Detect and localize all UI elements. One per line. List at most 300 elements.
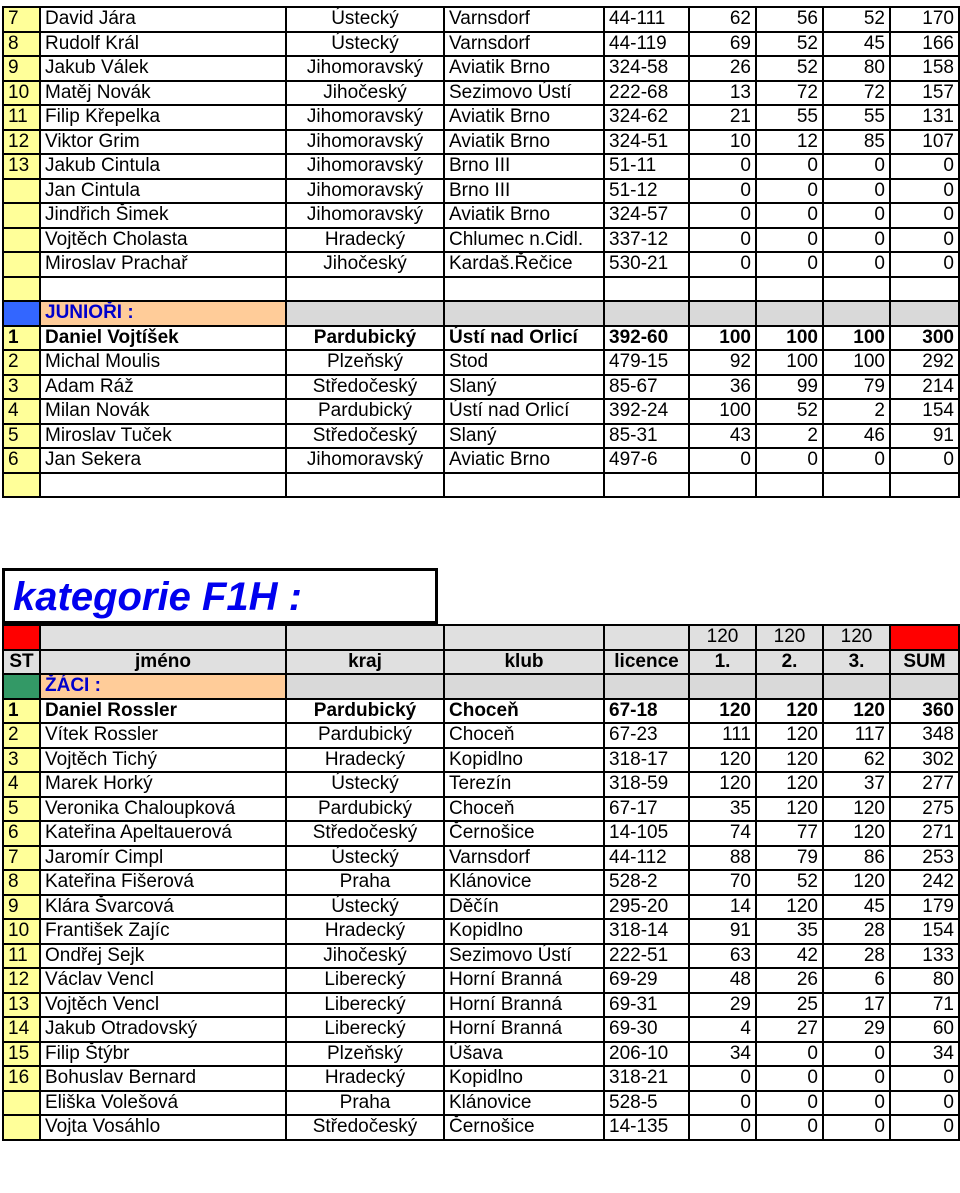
max-points-cell: 120 <box>689 625 756 650</box>
license-cell: 530-21 <box>604 252 689 277</box>
table-row <box>3 1017 959 1042</box>
sum-cell: 157 <box>890 81 959 106</box>
sum-cell: 0 <box>890 1091 959 1116</box>
category-title: kategorie F1H : <box>13 575 302 619</box>
club-cell: Slaný <box>444 424 604 449</box>
club-cell: Klánovice <box>444 870 604 895</box>
table-row <box>3 350 959 375</box>
region-cell: Pardubický <box>286 326 444 351</box>
region-cell: Praha <box>286 870 444 895</box>
max-points-row <box>3 625 959 650</box>
blank-row <box>3 473 959 498</box>
table-row <box>3 130 959 155</box>
license-cell: 44-111 <box>604 7 689 32</box>
max-points-cell: 120 <box>823 625 890 650</box>
round3-cell: 100 <box>823 326 890 351</box>
table-row <box>3 424 959 449</box>
club-cell: Aviatik Brno <box>444 56 604 81</box>
name-cell: Miroslav Tuček <box>40 424 286 449</box>
license-cell: 85-67 <box>604 375 689 400</box>
rank-cell: 12 <box>3 130 40 155</box>
round3-cell: 46 <box>823 424 890 449</box>
region-cell: Jihočeský <box>286 81 444 106</box>
name-cell: Vojtěch Tichý <box>40 748 286 773</box>
table-row <box>3 797 959 822</box>
empty-cell <box>823 674 890 699</box>
round2-cell: 0 <box>756 1066 823 1091</box>
round3-cell: 2 <box>823 399 890 424</box>
section-label-zaci: ŽÁCI : <box>40 674 286 699</box>
club-cell: Sezimovo Ústí <box>444 81 604 106</box>
table-row <box>3 993 959 1018</box>
sum-cell: 154 <box>890 399 959 424</box>
name-cell: Matěj Novák <box>40 81 286 106</box>
round2-cell: 72 <box>756 81 823 106</box>
rank-cell: 13 <box>3 154 40 179</box>
sum-cell: 214 <box>890 375 959 400</box>
empty-cell <box>756 277 823 302</box>
empty-cell <box>890 473 959 498</box>
license-cell: 69-30 <box>604 1017 689 1042</box>
club-cell: Kopidlno <box>444 748 604 773</box>
round3-cell: 120 <box>823 870 890 895</box>
category-title-box <box>2 568 438 624</box>
sum-cell: 158 <box>890 56 959 81</box>
rank-cell <box>3 252 40 277</box>
rank-cell <box>3 203 40 228</box>
sum-cell: 0 <box>890 1066 959 1091</box>
license-cell: 222-68 <box>604 81 689 106</box>
table-row <box>3 32 959 57</box>
round2-cell: 35 <box>756 919 823 944</box>
region-cell: Hradecký <box>286 1066 444 1091</box>
results-table-top <box>2 6 960 498</box>
name-cell: Eliška Volešová <box>40 1091 286 1116</box>
name-cell: Kateřina Apeltauerová <box>40 821 286 846</box>
empty-cell <box>444 674 604 699</box>
table-row <box>3 326 959 351</box>
table-row <box>3 1042 959 1067</box>
rank-cell: 15 <box>3 1042 40 1067</box>
header-round1: 1. <box>689 650 756 675</box>
sum-cell: 80 <box>890 968 959 993</box>
club-cell: Choceň <box>444 699 604 724</box>
region-cell: Jihomoravský <box>286 179 444 204</box>
section-label-row <box>3 674 959 699</box>
round3-cell: 0 <box>823 203 890 228</box>
rank-cell <box>3 1115 40 1140</box>
sum-cell: 300 <box>890 326 959 351</box>
empty-cell <box>604 625 689 650</box>
region-cell: Ústecký <box>286 846 444 871</box>
name-cell: Jakub Otradovský <box>40 1017 286 1042</box>
empty-cell <box>604 473 689 498</box>
sum-cell: 275 <box>890 797 959 822</box>
round2-cell: 52 <box>756 56 823 81</box>
empty-cell <box>286 625 444 650</box>
header-round2: 2. <box>756 650 823 675</box>
round1-cell: 48 <box>689 968 756 993</box>
round2-cell: 99 <box>756 375 823 400</box>
club-cell: Kopidlno <box>444 1066 604 1091</box>
table-row <box>3 154 959 179</box>
section-marker <box>3 674 40 699</box>
round2-cell: 0 <box>756 252 823 277</box>
rank-cell: 8 <box>3 32 40 57</box>
rank-cell: 16 <box>3 1066 40 1091</box>
round2-cell: 0 <box>756 228 823 253</box>
sum-cell: 133 <box>890 944 959 969</box>
rank-cell: 9 <box>3 895 40 920</box>
club-cell: Varnsdorf <box>444 846 604 871</box>
round3-cell: 45 <box>823 895 890 920</box>
round1-cell: 0 <box>689 1115 756 1140</box>
sum-cell: 170 <box>890 7 959 32</box>
round2-cell: 55 <box>756 105 823 130</box>
round3-cell: 0 <box>823 448 890 473</box>
round2-cell: 120 <box>756 699 823 724</box>
license-cell: 528-2 <box>604 870 689 895</box>
rank-cell: 10 <box>3 81 40 106</box>
empty-cell <box>604 277 689 302</box>
rank-cell: 9 <box>3 56 40 81</box>
table-row <box>3 399 959 424</box>
region-cell: Jihomoravský <box>286 154 444 179</box>
license-cell: 318-21 <box>604 1066 689 1091</box>
license-cell: 51-11 <box>604 154 689 179</box>
table-row <box>3 448 959 473</box>
sum-cell: 154 <box>890 919 959 944</box>
club-cell: Terezín <box>444 772 604 797</box>
empty-cell <box>286 277 444 302</box>
club-cell: Aviatik Brno <box>444 130 604 155</box>
table-row <box>3 56 959 81</box>
club-cell: Úšava <box>444 1042 604 1067</box>
license-cell: 51-12 <box>604 179 689 204</box>
club-cell: Horní Branná <box>444 968 604 993</box>
round2-cell: 120 <box>756 748 823 773</box>
round1-cell: 0 <box>689 252 756 277</box>
region-cell: Hradecký <box>286 228 444 253</box>
region-cell: Jihomoravský <box>286 56 444 81</box>
round1-cell: 29 <box>689 993 756 1018</box>
round3-cell: 120 <box>823 699 890 724</box>
table-row <box>3 1115 959 1140</box>
table-row <box>3 375 959 400</box>
table-row <box>3 772 959 797</box>
name-cell: Milan Novák <box>40 399 286 424</box>
round2-cell: 0 <box>756 448 823 473</box>
region-cell: Středočeský <box>286 821 444 846</box>
round1-cell: 62 <box>689 7 756 32</box>
max-points-cell: 120 <box>756 625 823 650</box>
round1-cell: 36 <box>689 375 756 400</box>
table-row <box>3 179 959 204</box>
empty-cell <box>756 473 823 498</box>
name-cell: Jakub Válek <box>40 56 286 81</box>
region-cell: Jihočeský <box>286 944 444 969</box>
rank-cell: 1 <box>3 699 40 724</box>
sum-cell: 0 <box>890 154 959 179</box>
round1-cell: 34 <box>689 1042 756 1067</box>
empty-cell <box>604 301 689 326</box>
round2-cell: 12 <box>756 130 823 155</box>
header-name: jméno <box>40 650 286 675</box>
name-cell: Jaromír Cimpl <box>40 846 286 871</box>
round1-cell: 0 <box>689 1091 756 1116</box>
region-cell: Pardubický <box>286 699 444 724</box>
row-marker <box>3 277 40 302</box>
header-club: klub <box>444 650 604 675</box>
club-cell: Děčín <box>444 895 604 920</box>
empty-cell <box>756 301 823 326</box>
club-cell: Choceň <box>444 797 604 822</box>
rank-cell: 13 <box>3 993 40 1018</box>
club-cell: Horní Branná <box>444 1017 604 1042</box>
club-cell: Brno III <box>444 179 604 204</box>
table-row <box>3 203 959 228</box>
round1-cell: 91 <box>689 919 756 944</box>
empty-cell <box>444 301 604 326</box>
round3-cell: 0 <box>823 1115 890 1140</box>
club-cell: Horní Branná <box>444 993 604 1018</box>
region-cell: Liberecký <box>286 993 444 1018</box>
table-row <box>3 895 959 920</box>
round3-cell: 0 <box>823 252 890 277</box>
round1-cell: 0 <box>689 203 756 228</box>
name-cell: Viktor Grim <box>40 130 286 155</box>
round2-cell: 56 <box>756 7 823 32</box>
club-cell: Aviatic Brno <box>444 448 604 473</box>
name-cell: Kateřina Fišerová <box>40 870 286 895</box>
region-cell: Jihomoravský <box>286 448 444 473</box>
region-cell: Pardubický <box>286 797 444 822</box>
round1-cell: 69 <box>689 32 756 57</box>
region-cell: Středočeský <box>286 375 444 400</box>
round2-cell: 0 <box>756 179 823 204</box>
license-cell: 44-112 <box>604 846 689 871</box>
empty-cell <box>444 473 604 498</box>
empty-cell <box>444 625 604 650</box>
table-row <box>3 821 959 846</box>
round1-cell: 21 <box>689 105 756 130</box>
results-table-f1h <box>2 624 960 1141</box>
license-cell: 67-23 <box>604 723 689 748</box>
club-cell: Kopidlno <box>444 919 604 944</box>
rank-cell: 11 <box>3 944 40 969</box>
empty-cell <box>286 301 444 326</box>
name-cell: Filip Křepelka <box>40 105 286 130</box>
round2-cell: 79 <box>756 846 823 871</box>
blank-row <box>3 277 959 302</box>
rank-cell: 5 <box>3 797 40 822</box>
rank-cell: 11 <box>3 105 40 130</box>
license-cell: 69-31 <box>604 993 689 1018</box>
round2-cell: 0 <box>756 1042 823 1067</box>
name-cell: Miroslav Prachař <box>40 252 286 277</box>
license-cell: 318-59 <box>604 772 689 797</box>
empty-cell <box>689 301 756 326</box>
region-cell: Ústecký <box>286 772 444 797</box>
license-cell: 69-29 <box>604 968 689 993</box>
round2-cell: 120 <box>756 723 823 748</box>
round3-cell: 29 <box>823 1017 890 1042</box>
license-cell: 324-51 <box>604 130 689 155</box>
sum-cell: 0 <box>890 179 959 204</box>
sum-cell: 179 <box>890 895 959 920</box>
round1-cell: 92 <box>689 350 756 375</box>
round2-cell: 100 <box>756 326 823 351</box>
round2-cell: 0 <box>756 203 823 228</box>
license-cell: 14-135 <box>604 1115 689 1140</box>
round3-cell: 120 <box>823 797 890 822</box>
region-cell: Jihomoravský <box>286 105 444 130</box>
table-row <box>3 919 959 944</box>
table-row <box>3 7 959 32</box>
row-marker <box>3 625 40 650</box>
name-cell: Daniel Vojtíšek <box>40 326 286 351</box>
sum-cell: 271 <box>890 821 959 846</box>
empty-cell <box>604 674 689 699</box>
table-row <box>3 105 959 130</box>
round2-cell: 100 <box>756 350 823 375</box>
sum-cell: 0 <box>890 1115 959 1140</box>
license-cell: 67-17 <box>604 797 689 822</box>
license-cell: 67-18 <box>604 699 689 724</box>
region-cell: Ústecký <box>286 32 444 57</box>
round1-cell: 0 <box>689 228 756 253</box>
sum-cell: 0 <box>890 448 959 473</box>
header-round3: 3. <box>823 650 890 675</box>
sum-cell: 348 <box>890 723 959 748</box>
sum-cell: 253 <box>890 846 959 871</box>
section-label-row <box>3 301 959 326</box>
round3-cell: 85 <box>823 130 890 155</box>
name-cell: Klára Švarcová <box>40 895 286 920</box>
region-cell: Středočeský <box>286 424 444 449</box>
rank-cell: 1 <box>3 326 40 351</box>
license-cell: 324-57 <box>604 203 689 228</box>
name-cell: Michal Moulis <box>40 350 286 375</box>
round1-cell: 4 <box>689 1017 756 1042</box>
round3-cell: 37 <box>823 772 890 797</box>
license-cell: 206-10 <box>604 1042 689 1067</box>
round1-cell: 0 <box>689 1066 756 1091</box>
rank-cell: 12 <box>3 968 40 993</box>
sum-cell: 166 <box>890 32 959 57</box>
club-cell: Brno III <box>444 154 604 179</box>
region-cell: Plzeňský <box>286 350 444 375</box>
header-sum: SUM <box>890 650 959 675</box>
name-cell: Vítek Rossler <box>40 723 286 748</box>
rank-cell <box>3 179 40 204</box>
round3-cell: 86 <box>823 846 890 871</box>
rank-cell: 2 <box>3 723 40 748</box>
license-cell: 85-31 <box>604 424 689 449</box>
empty-cell <box>890 674 959 699</box>
region-cell: Jihočeský <box>286 252 444 277</box>
round1-cell: 26 <box>689 56 756 81</box>
name-cell: Daniel Rossler <box>40 699 286 724</box>
sum-cell: 71 <box>890 993 959 1018</box>
license-cell: 324-58 <box>604 56 689 81</box>
empty-cell <box>890 277 959 302</box>
round3-cell: 120 <box>823 821 890 846</box>
round2-cell: 27 <box>756 1017 823 1042</box>
rank-cell: 7 <box>3 7 40 32</box>
round2-cell: 120 <box>756 797 823 822</box>
club-cell: Aviatik Brno <box>444 105 604 130</box>
empty-cell <box>890 301 959 326</box>
club-cell: Sezimovo Ústí <box>444 944 604 969</box>
table-row <box>3 968 959 993</box>
round1-cell: 35 <box>689 797 756 822</box>
table-row <box>3 748 959 773</box>
rank-cell: 2 <box>3 350 40 375</box>
region-cell: Liberecký <box>286 968 444 993</box>
license-cell: 479-15 <box>604 350 689 375</box>
name-cell: Vojtěch Vencl <box>40 993 286 1018</box>
region-cell: Jihomoravský <box>286 130 444 155</box>
table-row <box>3 81 959 106</box>
club-cell: Kardaš.Řečice <box>444 252 604 277</box>
sum-cell: 302 <box>890 748 959 773</box>
round2-cell: 26 <box>756 968 823 993</box>
round3-cell: 62 <box>823 748 890 773</box>
sum-cell: 107 <box>890 130 959 155</box>
region-cell: Ústecký <box>286 7 444 32</box>
sum-cell: 0 <box>890 203 959 228</box>
round3-cell: 0 <box>823 1042 890 1067</box>
empty-cell <box>286 473 444 498</box>
table-row <box>3 699 959 724</box>
round1-cell: 0 <box>689 179 756 204</box>
empty-cell <box>689 473 756 498</box>
rank-cell: 4 <box>3 772 40 797</box>
header-row <box>3 650 959 675</box>
region-cell: Ústecký <box>286 895 444 920</box>
name-cell: Bohuslav Bernard <box>40 1066 286 1091</box>
table-row <box>3 252 959 277</box>
region-cell: Pardubický <box>286 399 444 424</box>
header-region: kraj <box>286 650 444 675</box>
table-row <box>3 944 959 969</box>
round1-cell: 120 <box>689 772 756 797</box>
round3-cell: 17 <box>823 993 890 1018</box>
rank-cell: 8 <box>3 870 40 895</box>
name-cell: Jan Cintula <box>40 179 286 204</box>
club-cell: Varnsdorf <box>444 7 604 32</box>
name-cell: Vojtěch Cholasta <box>40 228 286 253</box>
round1-cell: 0 <box>689 448 756 473</box>
rank-cell <box>3 1091 40 1116</box>
round3-cell: 80 <box>823 56 890 81</box>
empty-cell <box>40 277 286 302</box>
name-cell: Jan Sekera <box>40 448 286 473</box>
club-cell: Ústí nad Orlicí <box>444 326 604 351</box>
license-cell: 324-62 <box>604 105 689 130</box>
empty-cell <box>40 473 286 498</box>
round3-cell: 0 <box>823 154 890 179</box>
round2-cell: 52 <box>756 32 823 57</box>
round1-cell: 10 <box>689 130 756 155</box>
round2-cell: 77 <box>756 821 823 846</box>
license-cell: 222-51 <box>604 944 689 969</box>
round1-cell: 0 <box>689 154 756 179</box>
round3-cell: 72 <box>823 81 890 106</box>
license-cell: 295-20 <box>604 895 689 920</box>
round1-cell: 120 <box>689 748 756 773</box>
